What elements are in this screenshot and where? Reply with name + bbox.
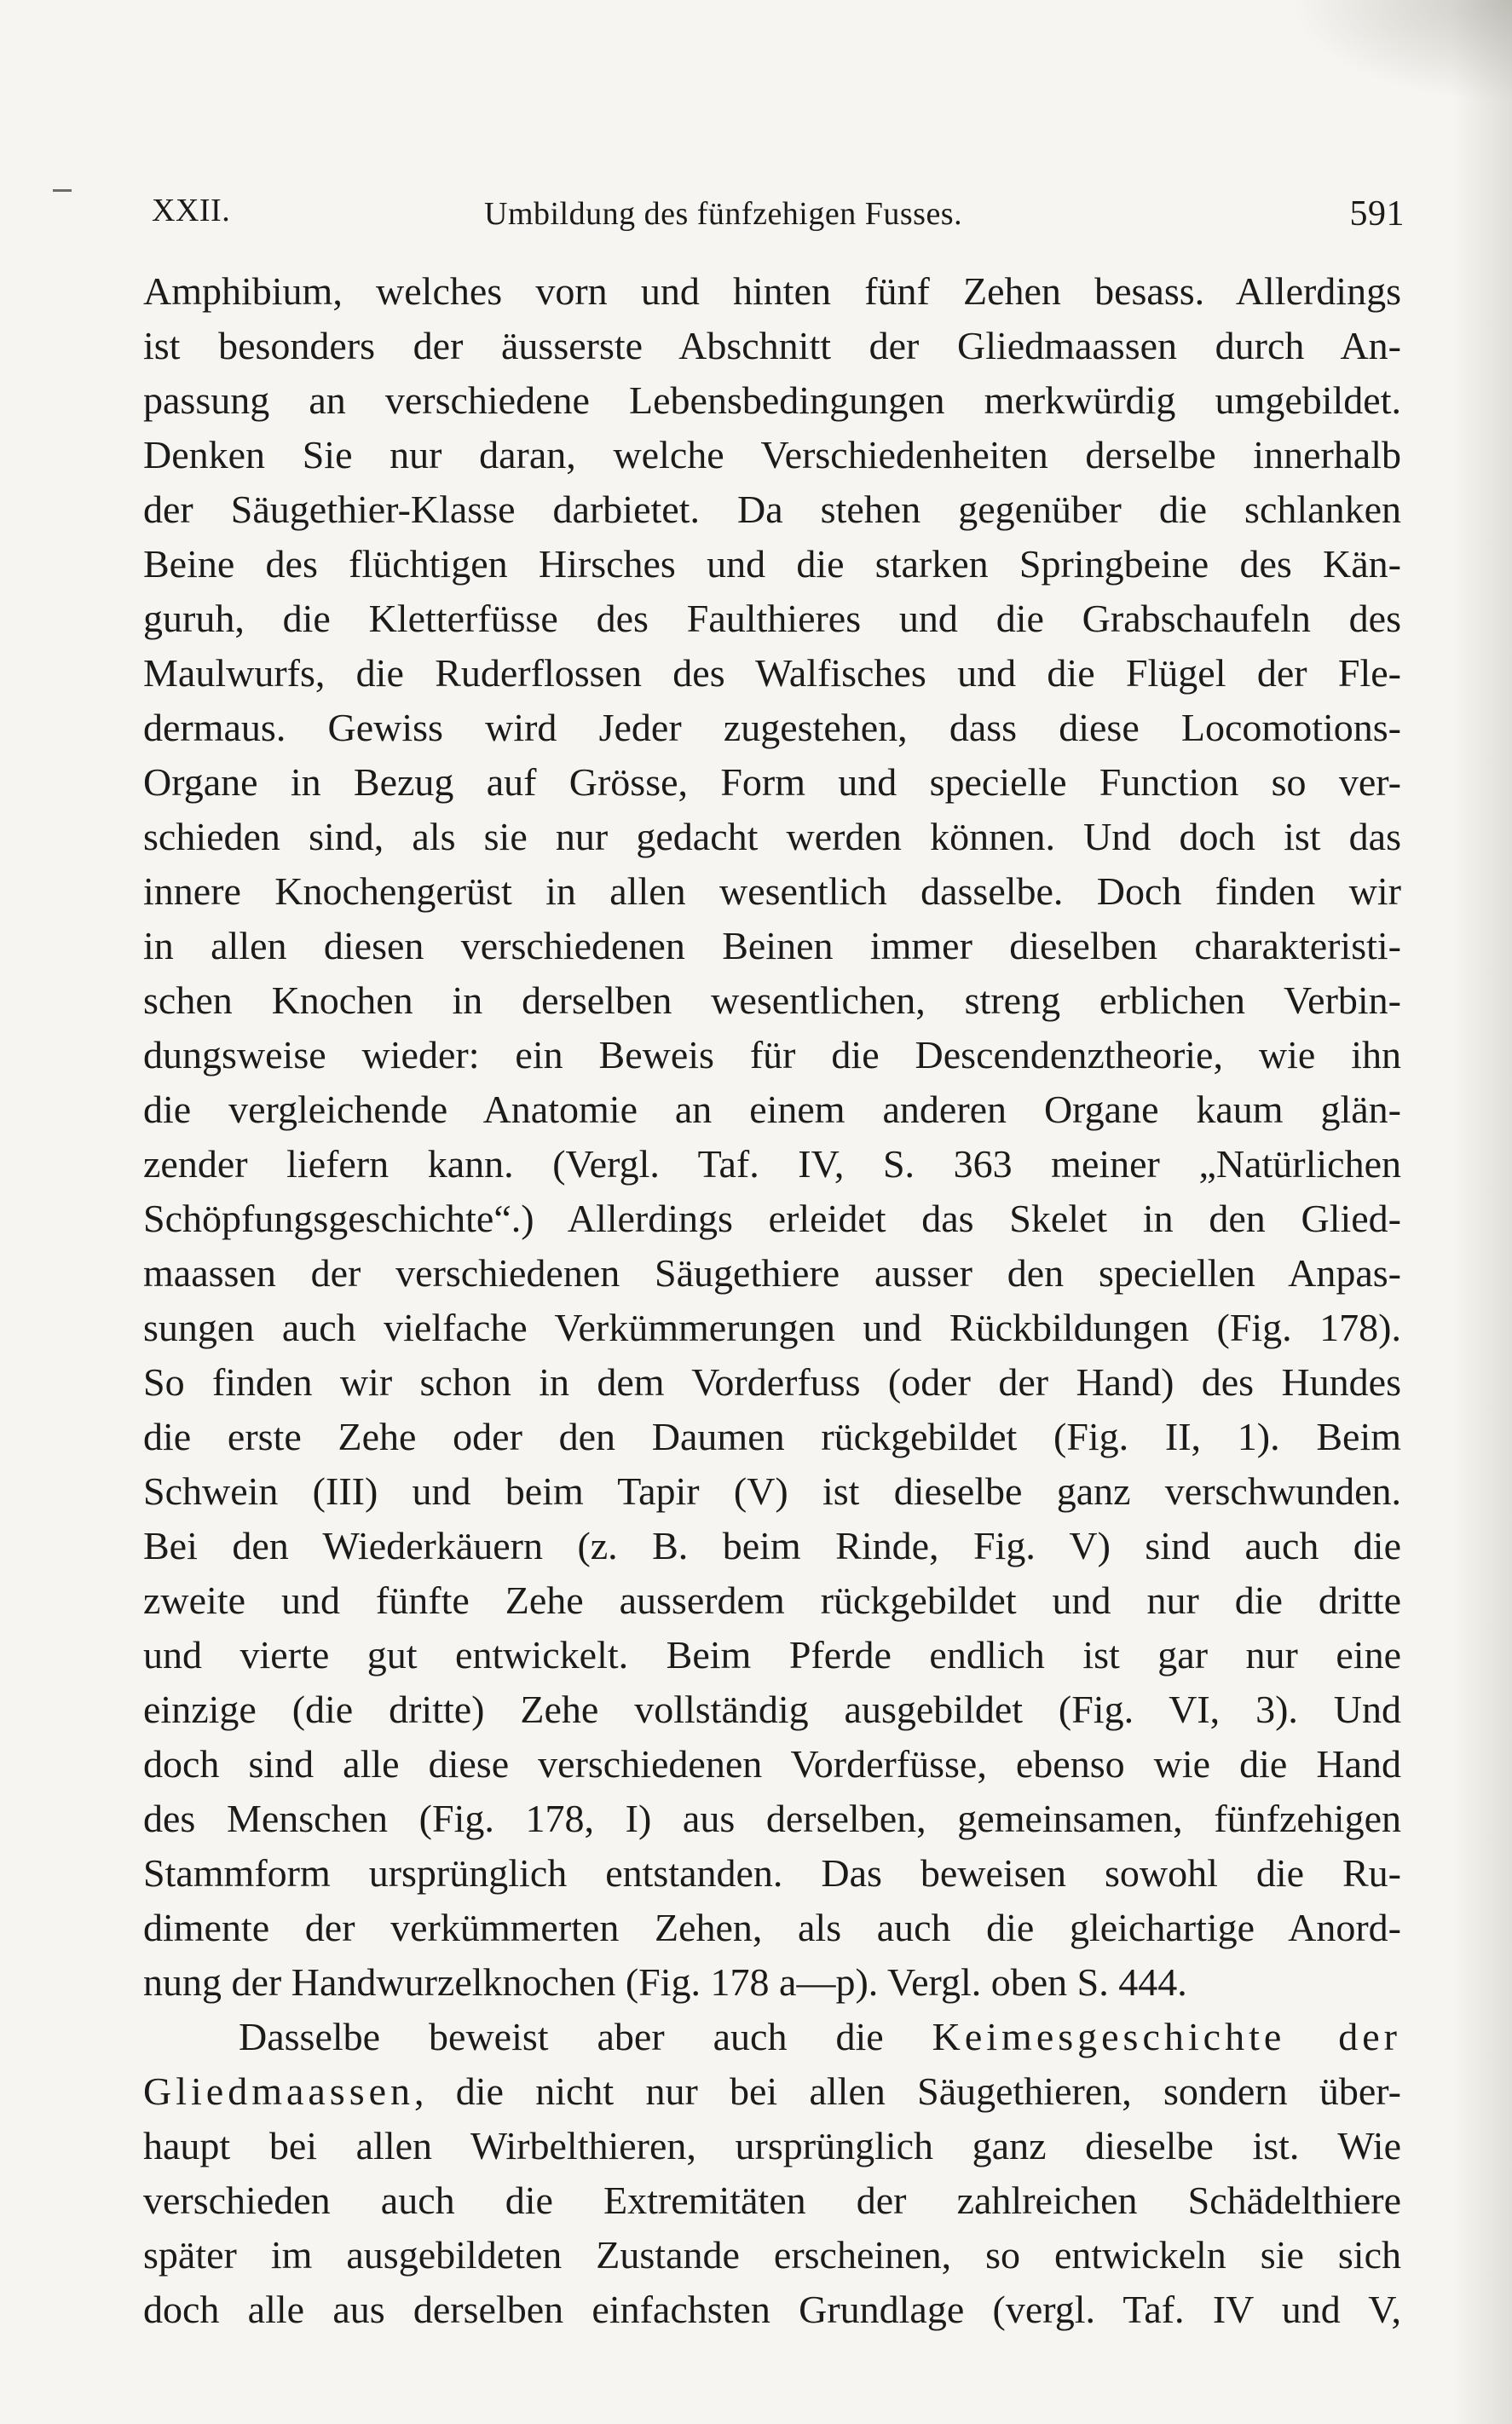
text-line: in allen diesen verschiedenen Beinen immer dieselben charakteristi- (143, 924, 1401, 967)
paragraph-first-line (143, 2010, 1401, 2064)
text-line: innere Knochengerüst in allen wesentlich dasselbe. Doch finden wir (143, 869, 1401, 913)
text-line: dungsweise wieder: ein Beweis für die Descendenztheorie, wie ihn (143, 1033, 1401, 1076)
text-line (143, 2064, 1401, 2119)
paragraph-last-line: nung der Handwurzelknochen (Fig. 178 a—p). Vergl. oben S. 444. (143, 1960, 1187, 2004)
text-line: später im ausgebildeten Zustande erscheinen, so entwickeln sie sich (143, 2233, 1401, 2277)
text-line: Bei den Wiederkäuern (z. B. beim Rinde, Fig. V) sind auch die (143, 1524, 1401, 1567)
text-line: und vierte gut entwickelt. Beim Pferde endlich ist gar nur eine (143, 1633, 1401, 1677)
text-line: zender liefern kann. (Vergl. Taf. IV, S. 363 meiner „Natürlichen (143, 1142, 1401, 1186)
text-line: Amphibium, welches vorn und hinten fünf Zehen besass. Allerdings (143, 269, 1401, 313)
chapter-number: XXII. (152, 193, 231, 228)
text-line: passung an verschiedene Lebensbedingungen merkwürdig umgebildet. (143, 378, 1401, 422)
text-line: Organe in Bezug auf Grösse, Form und specielle Function so ver- (143, 760, 1401, 804)
text-line: Denken Sie nur daran, welche Verschiedenheiten derselbe innerhalb (143, 433, 1401, 476)
emphasis-spaced-text: Gliedmaassen (143, 2069, 415, 2113)
emphasis-spaced-text: Keimesgeschichte der (932, 2015, 1401, 2058)
page-number: 591 (1349, 194, 1405, 234)
text-line: doch alle aus derselben einfachsten Grundlage (vergl. Taf. IV und V, (143, 2288, 1401, 2331)
text-line: Beine des flüchtigen Hirsches und die starken Springbeine des Kän- (143, 542, 1401, 586)
text-line: schen Knochen in derselben wesentlichen, streng erblichen Verbin- (143, 978, 1401, 1022)
text-line: die erste Zehe oder den Daumen rückgebildet (Fig. II, 1). Beim (143, 1415, 1401, 1458)
text-run: , die nicht nur bei allen Säugethieren, sondern über- (414, 2069, 1401, 2113)
text-line: guruh, die Kletterfüsse des Faulthieres und die Grabschaufeln des (143, 597, 1401, 640)
text-line: des Menschen (Fig. 178, I) aus derselben, gemeinsamen, fünfzehigen (143, 1797, 1401, 1840)
text-line: maassen der verschiedenen Säugethiere ausser den speciellen Anpas- (143, 1251, 1401, 1295)
margin-mark (53, 189, 72, 192)
text-line: schieden sind, als sie nur gedacht werden können. Und doch ist das (143, 815, 1401, 858)
text-line: zweite und fünfte Zehe ausserdem rückgebildet und nur die dritte (143, 1578, 1401, 1622)
text-line: Maulwurfs, die Ruderflossen des Walfisches und die Flügel der Fle- (143, 651, 1401, 695)
text-line: ist besonders der äusserste Abschnitt der Gliedmaassen durch An- (143, 324, 1401, 367)
text-line: die vergleichende Anatomie an einem anderen Organe kaum glän- (143, 1088, 1401, 1131)
running-title: Umbildung des fünfzehigen Fusses. (484, 196, 963, 232)
text-line: Schöpfungsgeschichte“.) Allerdings erleidet das Skelet in den Glied- (143, 1197, 1401, 1240)
text-line: haupt bei allen Wirbelthieren, ursprünglich ganz dieselbe ist. Wie (143, 2124, 1401, 2167)
text-line: Schwein (III) und beim Tapir (V) ist dieselbe ganz verschwunden. (143, 1469, 1401, 1513)
page-corner-shadow (1290, 0, 1512, 102)
text-line: der Säugethier-Klasse darbietet. Da stehen gegenüber die schlanken (143, 488, 1401, 531)
running-header (152, 192, 1405, 251)
text-line: So finden wir schon in dem Vorderfuss (oder der Hand) des Hundes (143, 1360, 1401, 1404)
page-edge-shadow (1452, 0, 1512, 2424)
text-line: einzige (die dritte) Zehe vollständig ausgebildet (Fig. VI, 3). Und (143, 1688, 1401, 1731)
body-text (143, 264, 1401, 2335)
text-line: dimente der verkümmerten Zehen, als auch die gleichartige Anord- (143, 1906, 1401, 1949)
text-line: verschieden auch die Extremitäten der zahlreichen Schädelthiere (143, 2179, 1401, 2222)
text-line: dermaus. Gewiss wird Jeder zugestehen, dass diese Locomotions- (143, 706, 1401, 749)
text-line: Stammform ursprünglich entstanden. Das beweisen sowohl die Ru- (143, 1851, 1401, 1895)
text-line: doch sind alle diese verschiedenen Vorderfüsse, ebenso wie die Hand (143, 1742, 1401, 1786)
text-line: sungen auch vielfache Verkümmerungen und Rückbildungen (Fig. 178). (143, 1306, 1401, 1349)
text-run: Dasselbe beweist aber auch die (239, 2015, 932, 2058)
